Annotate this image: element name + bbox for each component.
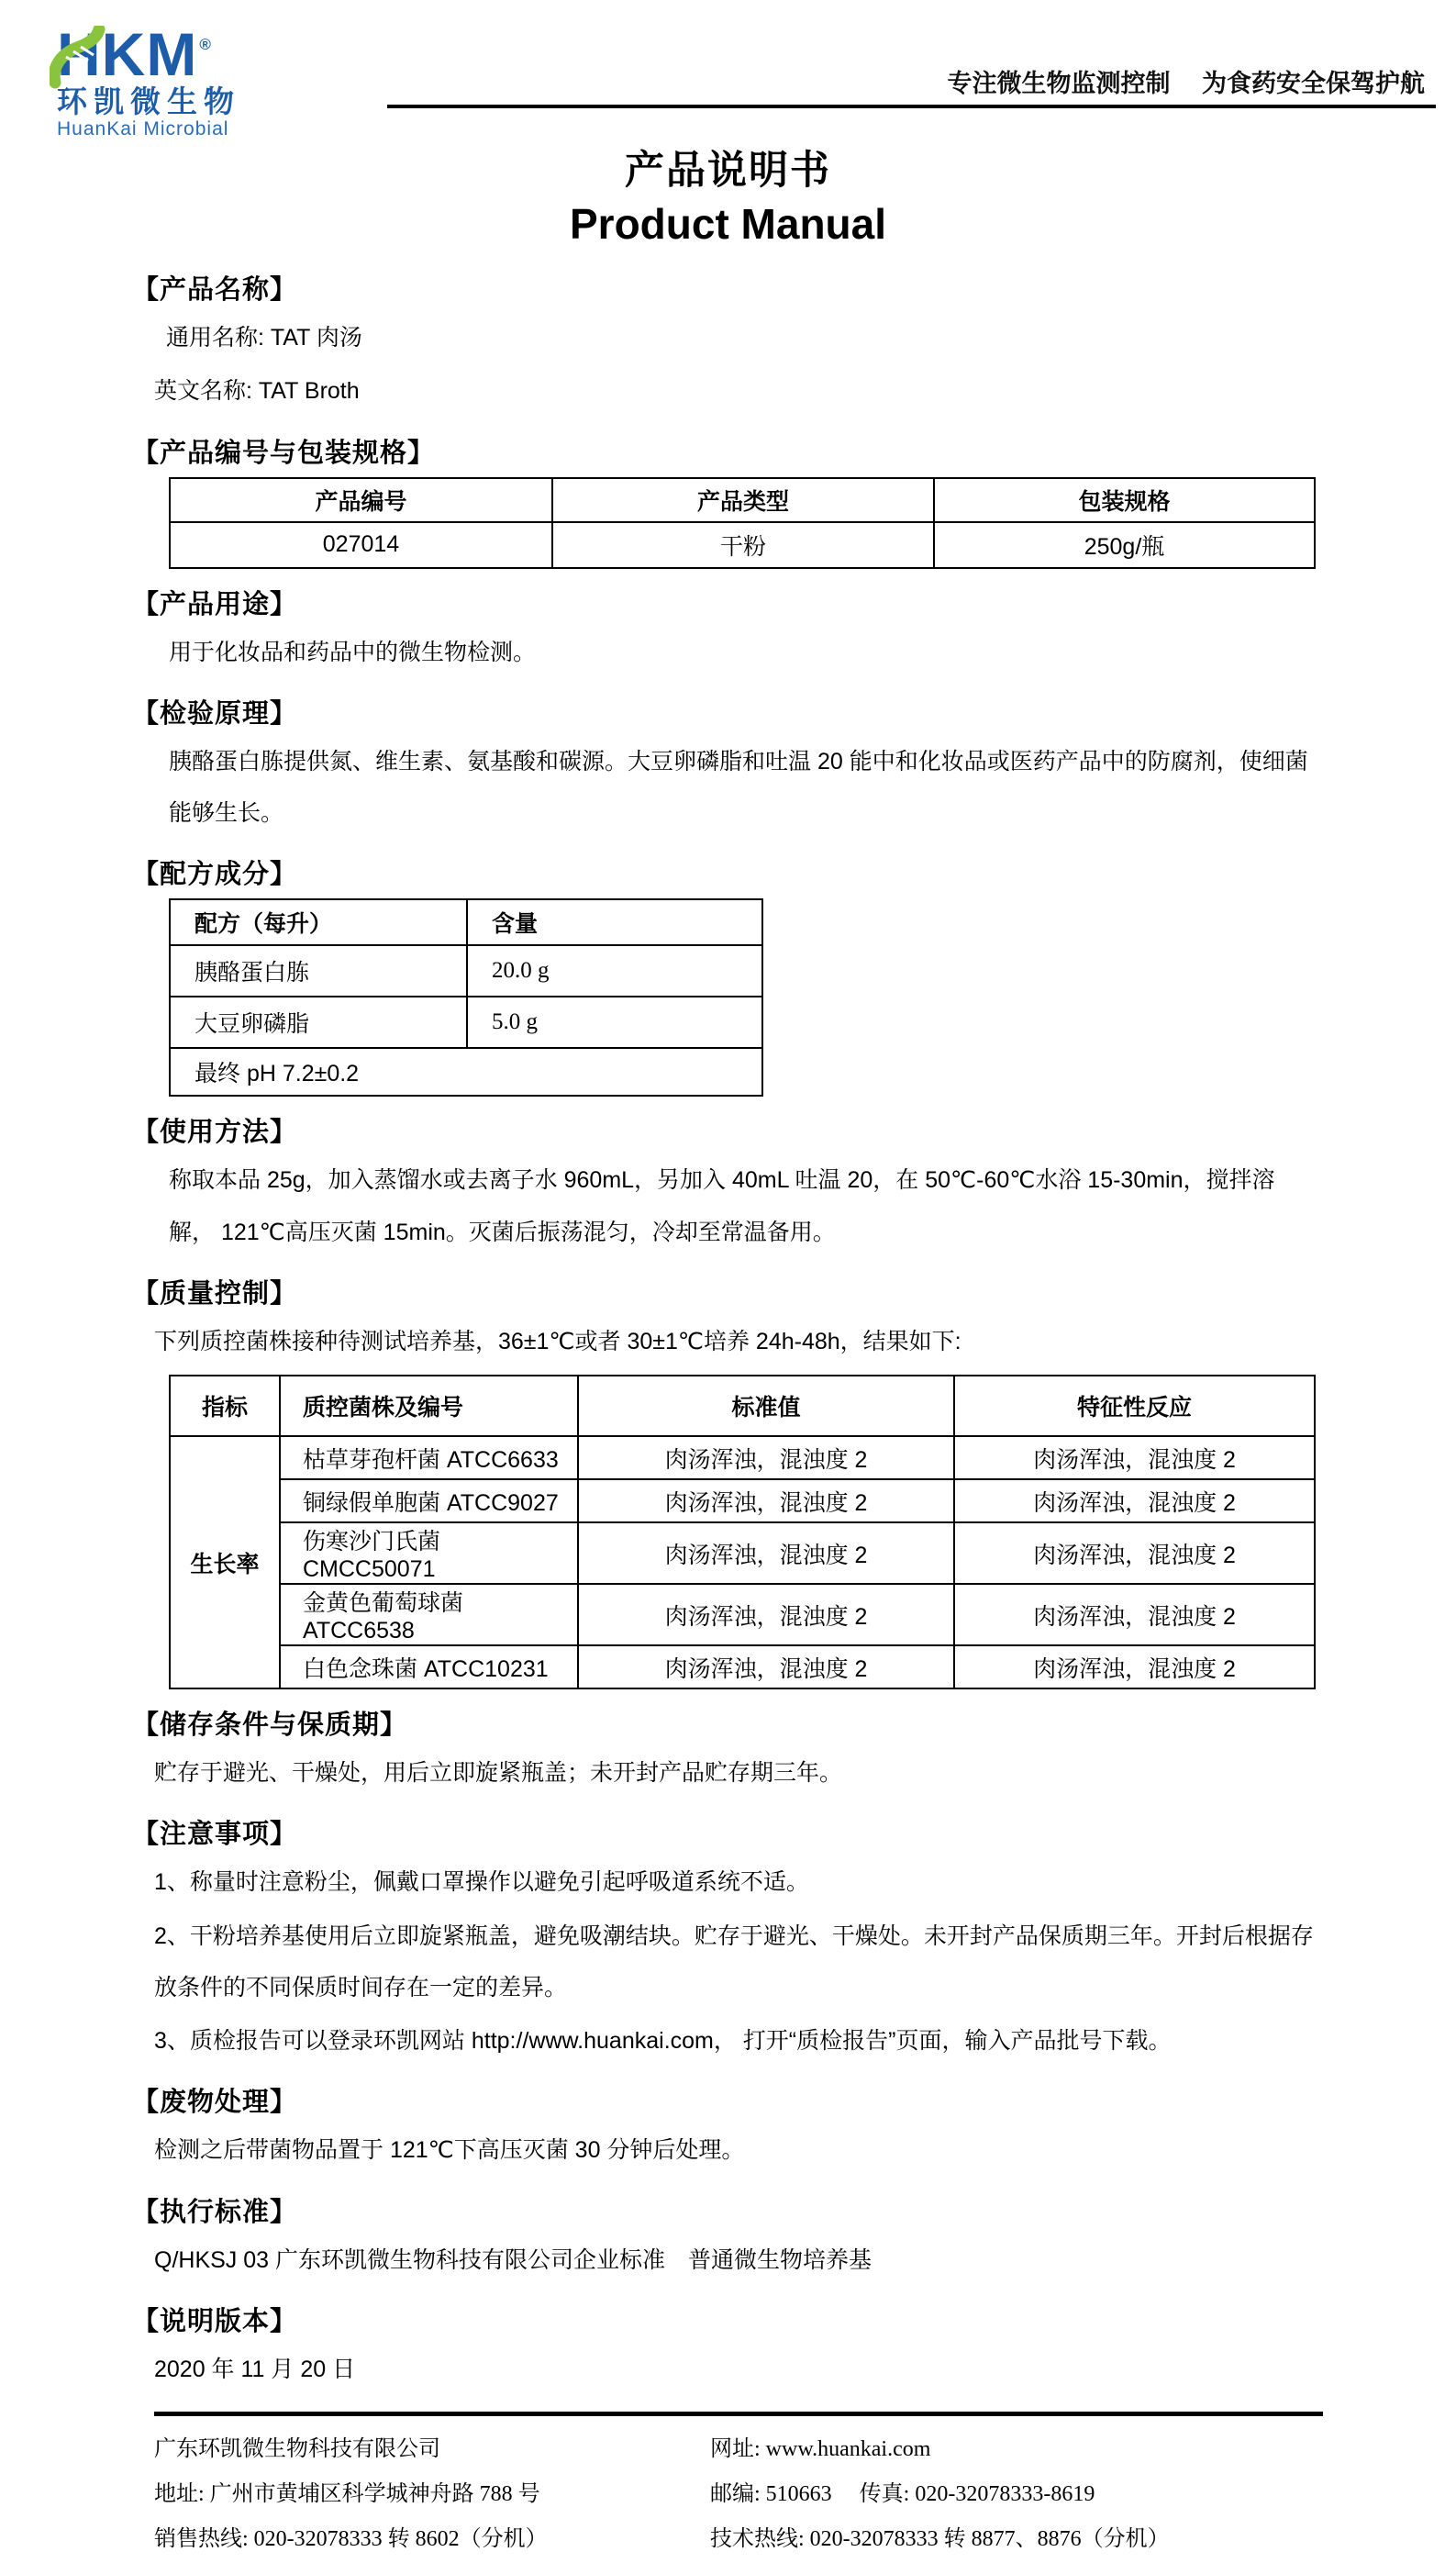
section-waste: 【废物处理】: [132, 2088, 298, 2118]
section-storage: 【储存条件与保质期】: [132, 1711, 408, 1740]
qc-row: [170, 1522, 1315, 1584]
footer-sales-hotline: 销售热线: 020-32078333 转 8602（分机）: [154, 2527, 548, 2552]
spec-col-type: 产品类型: [552, 478, 934, 522]
product-type: 干粉: [552, 522, 934, 568]
usage-text: 用于化妆品和药品中的微生物检测。: [169, 639, 537, 665]
qc-strain: 枯草芽孢杆菌 ATCC6633: [280, 1436, 578, 1479]
logo-acronym: HKM: [57, 20, 198, 88]
logo-english-name: HuanKai Microbial: [57, 118, 229, 139]
formula-row: [170, 997, 762, 1048]
registered-trademark-icon: ®: [199, 36, 211, 53]
spec-table: [169, 477, 1316, 569]
qc-row-group: 生长率: [170, 1436, 280, 1688]
qc-row: [170, 1584, 1315, 1645]
footer-postal-fax: 邮编: 510663 传真: 020-32078333-8619: [710, 2482, 1095, 2507]
note-item: 2、干粉培养基使用后立即旋紧瓶盖，避免吸潮结块。贮存于避光、干燥处。未开封产品保质期三年。开封后根据存放条件的不同保质时间存在一定的差异。: [154, 1922, 1314, 2000]
principle-text: 胰酪蛋白胨提供氮、维生素、氨基酸和碳源。大豆卵磷脂和吐温 20 能中和化妆品或医药产品中的防腐剂，使细菌能够生长。: [169, 748, 1308, 826]
pack-size: 250g/瓶: [934, 522, 1315, 568]
qc-col-standard: 标准值: [578, 1376, 954, 1436]
qc-reaction: 肉汤浑浊，混浊度 2: [954, 1584, 1315, 1645]
qc-standard: 肉汤浑浊，混浊度 2: [578, 1479, 954, 1522]
waste-text: 检测之后带菌物品置于 121℃下高压灭菌 30 分钟后处理。: [154, 2137, 745, 2164]
qc-strain: 伤寒沙门氏菌 CMCC50071: [280, 1522, 578, 1584]
footer-company: 广东环凯微生物科技有限公司: [154, 2437, 440, 2461]
section-notes: 【注意事项】: [132, 1820, 298, 1850]
page-footer: [154, 2412, 1323, 2563]
qc-col-strain: 质控菌株及编号: [280, 1376, 578, 1436]
qc-intro: 下列质控菌株接种待测试培养基，36±1℃或者 30±1℃培养 24h-48h，结果如下:: [154, 1328, 961, 1354]
qc-reaction: 肉汤浑浊，混浊度 2: [954, 1645, 1315, 1688]
qc-standard: 肉汤浑浊，混浊度 2: [578, 1584, 954, 1645]
note-item: 3、质检报告可以登录环凯网站 http://www.huankai.com， 打开“质检报告”页面，输入产品批号下载。: [154, 2028, 1172, 2054]
final-ph: 最终 pH 7.2±0.2: [170, 1048, 762, 1096]
qc-row: [170, 1436, 1315, 1479]
footer-address: 地址: 广州市黄埔区科学城神舟路 788 号: [154, 2482, 540, 2507]
qc-reaction: 肉汤浑浊，混浊度 2: [954, 1436, 1315, 1479]
section-product-name: 【产品名称】: [132, 275, 298, 305]
page-title-cn: 产品说明书: [625, 149, 831, 193]
qc-strain: 铜绿假单胞菌 ATCC9027: [280, 1479, 578, 1522]
qc-col-reaction: 特征性反应: [954, 1376, 1315, 1436]
dna-helix-icon: [50, 26, 114, 101]
footer-website: 网址: www.huankai.com: [710, 2437, 931, 2461]
company-logo: [57, 20, 387, 139]
section-qc: 【质量控制】: [132, 1278, 298, 1309]
formula-col-name: 配方（每升）: [170, 899, 467, 945]
product-code: 027014: [170, 522, 552, 568]
formula-row: [170, 945, 762, 997]
note-item: 1、称量时注意粉尘，佩戴口罩操作以避免引起呼吸道系统不适。: [154, 1869, 809, 1896]
section-method: 【使用方法】: [132, 1118, 298, 1148]
english-name: 英文名称: TAT Broth: [154, 378, 360, 405]
qc-reaction: 肉汤浑浊，混浊度 2: [954, 1479, 1315, 1522]
formula-header-row: [170, 899, 762, 945]
ingredient-name: 胰酪蛋白胨: [170, 945, 467, 997]
qc-standard: 肉汤浑浊，混浊度 2: [578, 1645, 954, 1688]
qc-strain: 白色念珠菌 ATCC10231: [280, 1645, 578, 1688]
method-text: 称取本品 25g，加入蒸馏水或去离子水 960mL，另加入 40mL 吐温 20，在 50℃-60℃水浴 15-30min，搅拌溶解， 121℃高压灭菌 15min。灭菌后振荡混匀，冷却至常温备用。: [169, 1167, 1275, 1245]
qc-standard: 肉汤浑浊，混浊度 2: [578, 1436, 954, 1479]
formula-table: [169, 898, 763, 1097]
logo-chinese-name: 环凯微生物: [57, 84, 240, 118]
section-spec: 【产品编号与包装规格】: [132, 438, 436, 468]
formula-ph-row: [170, 1048, 762, 1096]
document-body: [0, 249, 1456, 2395]
page-header: [0, 0, 1456, 139]
ingredient-qty: 5.0 g: [467, 997, 762, 1048]
ingredient-qty: 20.0 g: [467, 945, 762, 997]
qc-row: [170, 1645, 1315, 1688]
section-version: 【说明版本】: [132, 2306, 298, 2336]
header-rule: [387, 24, 1436, 108]
section-standard: 【执行标准】: [132, 2197, 298, 2227]
company-tagline: 专注微生物监测控制 为食药安全保驾护航: [947, 70, 1425, 97]
standard-text: Q/HKSJ 03 广东环凯微生物科技有限公司企业标准 普通微生物培养基: [154, 2246, 872, 2273]
qc-standard: 肉汤浑浊，混浊度 2: [578, 1522, 954, 1584]
qc-header-row: [170, 1376, 1315, 1436]
qc-row: [170, 1479, 1315, 1522]
qc-reaction: 肉汤浑浊，混浊度 2: [954, 1522, 1315, 1584]
formula-col-qty: 含量: [467, 899, 762, 945]
qc-strain: 金黄色葡萄球菌 ATCC6538: [280, 1584, 578, 1645]
section-principle: 【检验原理】: [132, 698, 298, 729]
qc-col-index: 指标: [170, 1376, 280, 1436]
qc-table: [169, 1375, 1316, 1689]
version-date: 2020 年 11 月 20 日: [154, 2356, 356, 2382]
storage-text: 贮存于避光、干燥处，用后立即旋紧瓶盖；未开封产品贮存期三年。: [154, 1760, 843, 1786]
spec-col-pack: 包装规格: [934, 478, 1315, 522]
spec-col-code: 产品编号: [170, 478, 552, 522]
spec-data-row: [170, 522, 1315, 568]
section-usage: 【产品用途】: [132, 589, 298, 619]
page-title-en: Product Manual: [569, 200, 887, 248]
generic-name: 通用名称: TAT 肉汤: [166, 325, 362, 351]
section-formula: 【配方成分】: [132, 860, 298, 890]
ingredient-name: 大豆卵磷脂: [170, 997, 467, 1048]
spec-header-row: [170, 478, 1315, 522]
footer-tech-hotline: 技术热线: 020-32078333 转 8877、8876（分机）: [710, 2527, 1170, 2552]
